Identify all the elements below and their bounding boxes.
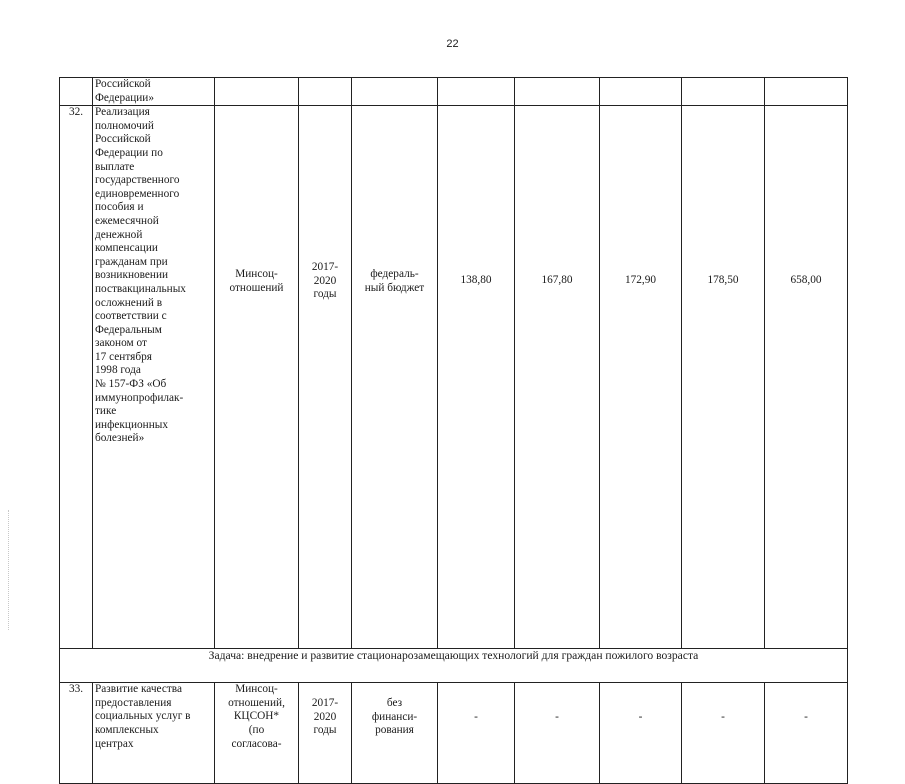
description-line: иммунопрофилак- [95,391,184,404]
cell-value: 167,80 [515,106,600,649]
task-heading: Задача: внедрение и развитие стационарозамещающих технологий для граждан пожилого возраста [60,649,848,683]
cell-num [60,78,93,106]
executor-line: отношений, [228,696,285,709]
executor-line: Минсоц- [235,268,278,281]
cell-description [93,78,215,106]
cell-value: - [765,683,848,784]
description-line: Российской [95,133,151,146]
source-line: без [386,697,403,710]
cell-source [352,78,438,106]
description-line: Федеральным [95,323,162,336]
description-line: № 157-ФЗ «Об [95,378,167,391]
description-line: пособия и [95,201,144,214]
cell-num: 32. [60,106,93,649]
description-line: денежной [95,228,143,241]
period-line: 2017- [311,261,339,274]
period-line: 2020 [313,274,337,287]
cell-value: 658,00 [765,106,848,649]
source-line: рования [375,724,414,737]
description-line: социальных услуг в [95,710,191,723]
page-number: 22 [446,38,459,50]
cell-period [299,683,352,784]
description-line: Федерации» [95,91,154,104]
cell-value [765,78,848,106]
cell-executor [215,78,299,106]
table-row-task [60,649,848,683]
scan-margin-marks [8,510,11,630]
description-line: Российской [95,78,151,90]
description-line: Реализация [95,106,150,119]
description-line: 17 сентября [95,350,152,363]
description-line: ежемесячной [95,214,159,227]
period-line: 2020 [313,710,337,723]
cell-value: - [600,683,682,784]
description-line: Федерации по [95,146,163,159]
cell-period [299,106,352,649]
cell-num: 33. [60,683,93,784]
period-line: годы [313,288,337,301]
description-line: выплате [95,160,135,173]
cell-value [438,78,515,106]
executor-line: КЦСОН* [233,710,280,723]
description-line: тике [95,405,117,418]
table-row-33 [60,683,848,784]
description-line: законом от [95,337,147,350]
cell-description [93,683,215,784]
description-line: комплексных [95,723,159,736]
description-line: соответствии с [95,310,167,323]
cell-value [682,78,765,106]
description-line: поствакцинальных [95,282,186,295]
cell-source [352,683,438,784]
cell-value: - [515,683,600,784]
description-line: полномочий [95,119,154,132]
description-line: гражданам при [95,255,168,268]
cell-executor [215,106,299,649]
description-line: компенсации [95,242,158,255]
description-line: единовременного [95,187,180,200]
cell-value: 138,80 [438,106,515,649]
cell-source [352,106,438,649]
period-line: годы [313,724,337,737]
description-line: центрах [95,737,134,750]
cell-value: 172,90 [600,106,682,649]
description-line: Развитие качества [95,683,182,696]
description-line: 1998 года [95,364,141,377]
program-table [59,77,848,784]
cell-period [299,78,352,106]
description-line: инфекционных [95,418,168,431]
description-line: возникновении [95,269,169,282]
executor-line: согласова- [231,737,282,750]
cell-value [600,78,682,106]
description-line: предоставления [95,696,172,709]
source-line: федераль- [370,268,419,281]
executor-line: Минсоц- [235,683,278,696]
source-line: ный бюджет [364,281,425,294]
cell-description [93,106,215,649]
description-line: осложнений в [95,296,163,309]
cell-executor [215,683,299,784]
table-row-continuation [60,78,848,106]
executor-line: (по [248,723,265,736]
description-line: государственного [95,174,180,187]
source-line: финанси- [371,710,418,723]
description-line: болезней» [95,432,145,445]
executor-line: отношений [229,281,284,294]
cell-value: 178,50 [682,106,765,649]
period-line: 2017- [311,697,339,710]
table-row-32 [60,106,848,649]
cell-value: - [438,683,515,784]
cell-value: - [682,683,765,784]
cell-value [515,78,600,106]
